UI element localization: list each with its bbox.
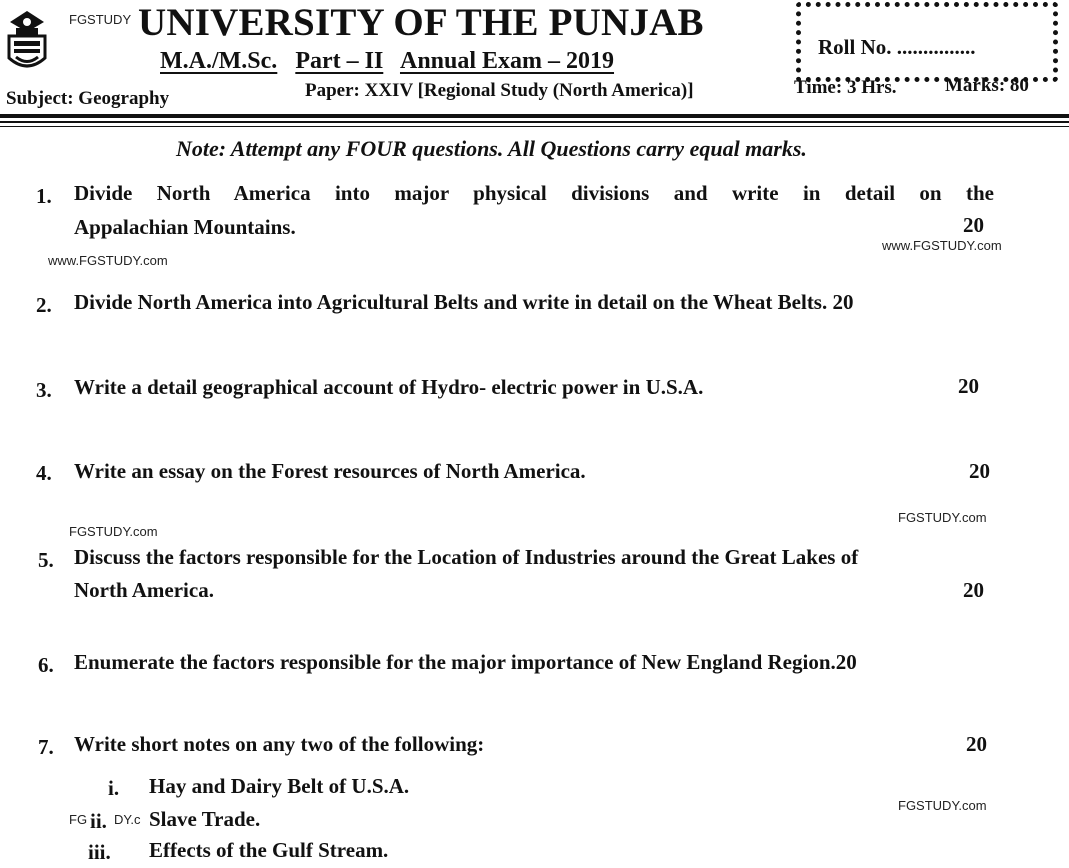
question-3-line-1: Write a detail geographical account of Hydro- electric power in U.S.A. [74,375,704,399]
subpart-2-text: Slave Trade. [149,807,261,831]
exam-session: Annual Exam – 2019 [399,48,615,74]
watermark-6b: DY.c [114,812,141,827]
question-6-line-1: Enumerate the factors responsible for the major importance of New England Region.20 [74,650,857,674]
watermark-3: FGSTUDY.com [898,510,987,525]
time-label: Time: 3 Hrs. [794,77,897,98]
watermark-2: www.FGSTUDY.com [48,253,168,268]
question-5-line-2: North America. [74,578,214,602]
subpart-1-text: Hay and Dairy Belt of U.S.A. [149,774,410,798]
watermark-6a: FG [69,812,88,827]
subpart-2-number: ii. [90,809,107,833]
degree-name: M.A./M.Sc. [160,48,278,74]
degree-line [160,48,614,75]
total-marks-label: Marks: 80 [945,75,1029,96]
subpart-3-number: iii. [88,840,111,864]
question-1-line-2: Appalachian Mountains. [74,215,296,239]
header-rule-hairline [0,126,1069,127]
instructions-note: Note: Attempt any FOUR questions. All Questions carry equal marks. [176,136,807,161]
header-rule-thin [0,121,1069,123]
university-title: UNIVERSITY OF THE PUNJAB [138,1,704,44]
question-5-marks: 20 [963,578,984,602]
subpart-1-number: i. [108,776,120,800]
watermark-1: www.FGSTUDY.com [882,238,1002,253]
question-1-number: 1. [36,184,52,208]
question-1-line-1: Divide North America into major physical divisions and write in detail on the [74,181,994,205]
question-5-number: 5. [38,548,54,572]
watermark-5: FGSTUDY.com [898,798,987,813]
question-4-marks: 20 [969,459,990,483]
question-3-number: 3. [36,378,52,402]
exam-part: Part – II [295,48,384,74]
question-3-marks: 20 [958,374,979,398]
question-2-line-1: Divide North America into Agricultural Belts and write in detail on the Wheat Belts. 20 [74,290,854,314]
question-6-number: 6. [38,653,54,677]
question-2-number: 2. [36,293,52,317]
question-1-marks: 20 [963,213,984,237]
university-crest-logo [6,10,48,76]
question-7-line-1: Write short notes on any two of the following: [74,732,485,756]
paper-label: Paper: XXIV [Regional Study (North America)] [305,80,694,101]
header-rule-thick [0,114,1069,118]
question-7-number: 7. [38,735,54,759]
header-watermark: FGSTUDY [69,12,132,27]
subject-label: Subject: Geography [6,88,170,109]
roll-number-field: Roll No. ............... [818,35,976,59]
question-4-line-1: Write an essay on the Forest resources of North America. [74,459,586,483]
question-4-number: 4. [36,461,52,485]
question-7-marks: 20 [966,732,987,756]
question-5-line-1: Discuss the factors responsible for the Location of Industries around the Great Lakes of [74,545,859,569]
subpart-3-text: Effects of the Gulf Stream. [149,838,389,862]
watermark-4: FGSTUDY.com [69,524,158,539]
